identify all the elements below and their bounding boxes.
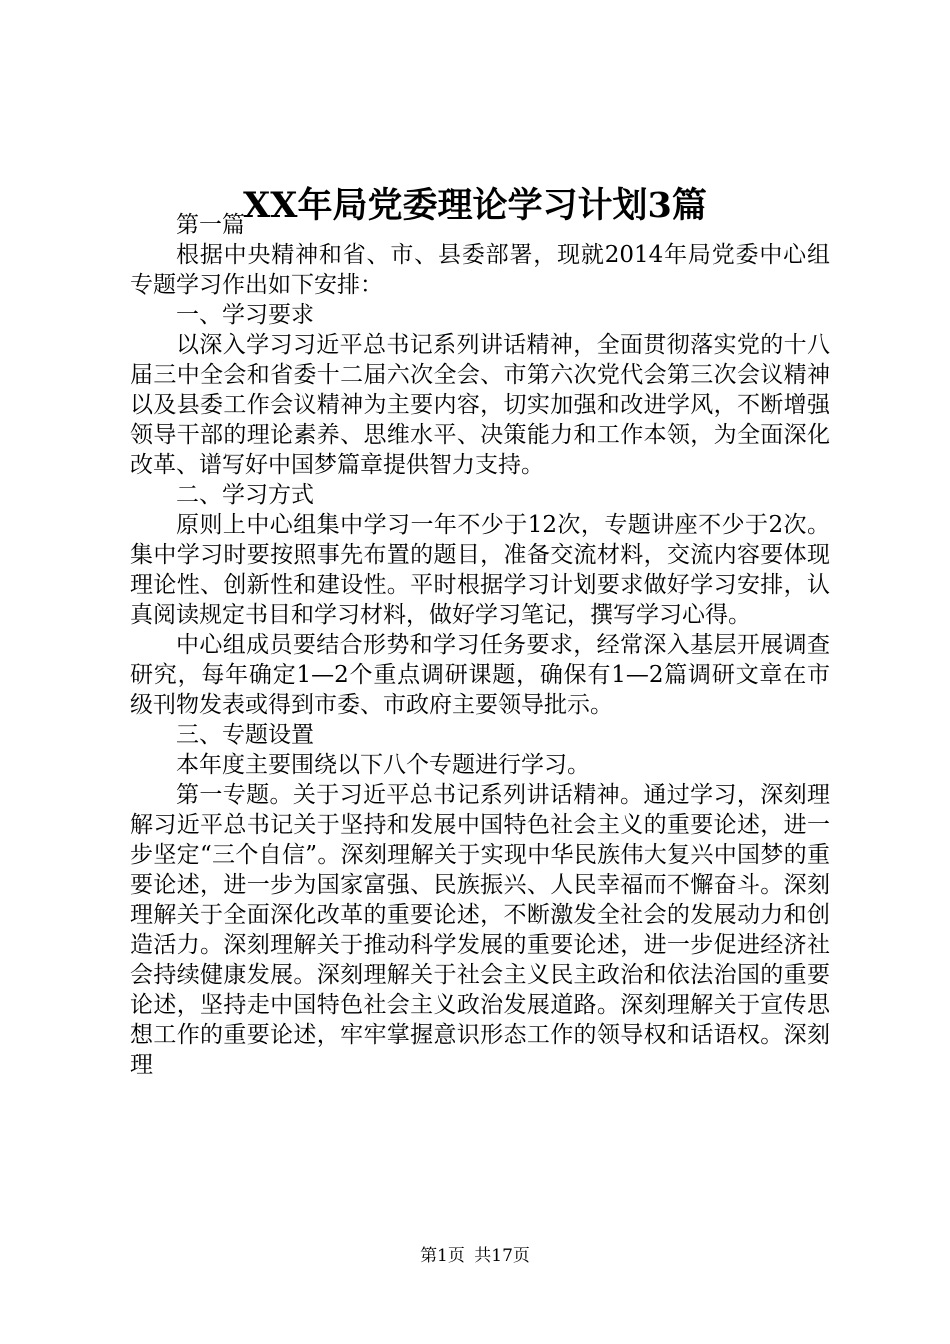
page-footer <box>0 1244 950 1268</box>
page-total: 共17页 <box>474 1246 530 1266</box>
section-heading-methods: 二、学习方式 <box>176 482 314 508</box>
paragraph-intro: 根据中央精神和省、市、县委部署，现就2014年局党委中心组专题学习作出如下安排： <box>130 242 830 298</box>
page-number: 第1页 <box>420 1246 465 1266</box>
paragraph-requirements: 以深入学习习近平总书记系列讲话精神，全面贯彻落实党的十八届三中全会和省委十二届六次全会、市第六次党代会第三次会议精神以及县委工作会议精神为主要内容，切实加强和改进学风，不断增强领导干部的理论素养、思维水平、决策能力和工作本领，为全面深化改革、谱写好中国梦篇章提供智力支持。 <box>130 332 830 478</box>
paragraph-research: 中心组成员要结合形势和学习任务要求，经常深入基层开展调查研究，每年确定1—2个重点调研课题，确保有1—2篇调研文章在市级刊物发表或得到市委、市政府主要领导批示。 <box>130 632 830 718</box>
document-body <box>130 210 830 1080</box>
paragraph-methods: 原则上中心组集中学习一年不少于12次，专题讲座不少于2次。集中学习时要按照事先布置的题目，准备交流材料，交流内容要体现理论性、创新性和建设性。平时根据学习计划要求做好学习安排，认真阅读规定书目和学习材料，做好学习笔记，撰写学习心得。 <box>130 512 830 628</box>
document-title: XX年局党委理论学习计划3篇 <box>243 185 707 226</box>
section-heading-requirements: 一、学习要求 <box>176 302 314 328</box>
paragraph-topics-intro: 本年度主要围绕以下八个专题进行学习。 <box>176 752 590 778</box>
section-heading-topics: 三、专题设置 <box>176 722 314 748</box>
paragraph-topic-one: 第一专题。关于习近平总书记系列讲话精神。通过学习，深刻理解习近平总书记关于坚持和发展中国特色社会主义的重要论述，进一步坚定“三个自信”。深刻理解关于实现中华民族伟大复兴中国梦的重要论述，进一步为国家富强、民族振兴、人民幸福而不懈奋斗。深刻理解关于全面深化改革的重要论述，不断激发全社会的发展动力和创造活力。深刻理解关于推动科学发展的重要论述，进一步促进经济社会持续健康发展。深刻理解关于社会主义民主政治和依法治国的重要论述，坚持走中国特色社会主义政治发展道路。深刻理解关于宣传思想工作的重要论述，牢牢掌握意识形态工作的领导权和话语权。深刻理 <box>130 782 830 1078</box>
paragraph-part-heading: 第一篇 <box>176 212 245 238</box>
